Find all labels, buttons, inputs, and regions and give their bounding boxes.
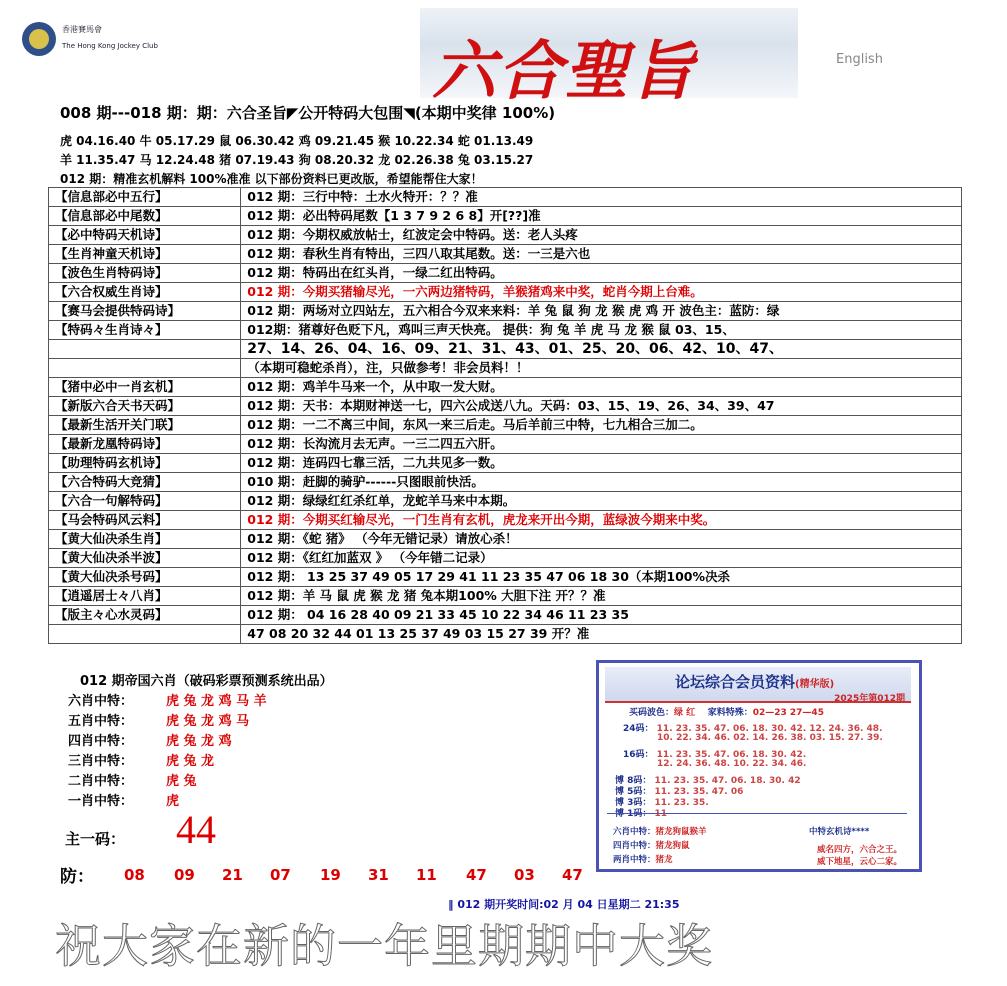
table-row: [49, 587, 962, 606]
row-key: 【信息部必中五行】: [49, 188, 241, 207]
card-foot-poem-title: 中特玄机诗****: [809, 827, 870, 837]
row-key: 【新版六合天书天码】: [49, 397, 241, 416]
row-value: 012 期：《蛇 猪》 （今年无错记录）请放心杀！: [241, 530, 962, 549]
defense-number: 31: [368, 866, 389, 884]
row-value: 27、14、26、04、16、09、21、31、43、01、25、20、06、42、10、47、: [241, 340, 962, 359]
prediction-table: [48, 187, 962, 644]
table-row: [49, 188, 962, 207]
row-key: [49, 625, 241, 644]
row-key: 【生肖神童天机诗】: [49, 245, 241, 264]
card-row: 24码： 11. 23. 35. 47. 06. 18. 30. 42. 12. 24. 36. 48.: [623, 724, 883, 734]
defense-number: 03: [514, 866, 535, 884]
table-row: [49, 568, 962, 587]
logo-text-cn: 香港賽馬會: [62, 25, 102, 34]
row-value: （本期可稳蛇杀肖），注，只做参考！非会员料！！: [241, 359, 962, 378]
row-key: 【猪中必中一肖玄机】: [49, 378, 241, 397]
card-row: 博 8码： 11. 23. 35. 47. 06. 18. 30. 42: [615, 776, 801, 786]
row-key: 【黄大仙决杀生肖】: [49, 530, 241, 549]
table-row: [49, 549, 962, 568]
table-row: [49, 340, 962, 359]
row-key: 【助理特码玄机诗】: [49, 454, 241, 473]
draw-time: ‖ 012 期开奖时间:02 月 04 日星期二 21:35: [448, 898, 680, 911]
table-row: [49, 321, 962, 340]
table-row: [49, 397, 962, 416]
defense-number: 47: [562, 866, 583, 884]
row-key: 【六合特码大竞猜】: [49, 473, 241, 492]
table-row: [49, 207, 962, 226]
card-row: 博 3码： 11. 23. 35.: [615, 798, 709, 808]
defense-label: 防：: [60, 867, 94, 887]
row-value: 012 期：三行中特：土水火特开：？？准: [241, 188, 962, 207]
table-row: [49, 511, 962, 530]
row-value: 012 期： 04 16 28 40 09 21 33 45 10 22 34 46 11 23 35: [241, 606, 962, 625]
table-row: [49, 302, 962, 321]
row-value: 012 期：连码四七靠三活，二九共见多一数。: [241, 454, 962, 473]
row-key: 【最新生活开关门联】: [49, 416, 241, 435]
row-value: 012 期： 13 25 37 49 05 17 29 41 11 23 35 47 06 18 30（本期100%决杀: [241, 568, 962, 587]
row-key: [49, 340, 241, 359]
row-key: 【赛马会提供特码诗】: [49, 302, 241, 321]
card-foot-poem: 威名四方，六合之王。: [817, 845, 903, 855]
row-value: 012 期：天书：本期财神送一七，四六公成送八九。天码：03、15、19、26、34、39、47: [241, 397, 962, 416]
zodiac-line: 羊 11.35.47 马 12.24.48 猪 07.19.43 狗 08.20.32 龙 02.26.38 兔 03.15.27: [60, 153, 534, 167]
defense-number: 21: [222, 866, 243, 884]
row-key: 【逍遥居士々八肖】: [49, 587, 241, 606]
row-value: 012 期：一二不离三中间，东风一来三后走。马后羊前三中特，七九相合三加二。: [241, 416, 962, 435]
table-row: [49, 416, 962, 435]
table-row: [49, 245, 962, 264]
defense-number: 11: [416, 866, 437, 884]
zodiac-pick-row: 二肖中特： 虎 兔: [68, 774, 197, 789]
logo-text-en: The Hong Kong Jockey Club: [62, 42, 158, 50]
card-foot-line: 两肖中特：猪龙: [613, 855, 673, 865]
row-key: 【信息部必中尾数】: [49, 207, 241, 226]
table-row: [49, 359, 962, 378]
row-value: 012 期：必出特码尾数【1 3 7 9 2 6 8】开[??]准: [241, 207, 962, 226]
headline: 008 期---018 期：期：六合圣旨◤公开特码大包围◥(本期中奖律 100%): [60, 104, 556, 122]
card-row: 10. 22. 34. 46. 02. 14. 26. 38. 03. 15. 27. 39.: [657, 733, 883, 743]
table-row: [49, 473, 962, 492]
banner-title: 六合聖旨: [432, 34, 696, 109]
table-row: [49, 625, 962, 644]
main-number: 44: [176, 807, 216, 852]
zodiac-pick-row: 三肖中特： 虎 兔 龙: [68, 754, 215, 769]
table-row: [49, 492, 962, 511]
row-key: 【波色生肖特码诗】: [49, 264, 241, 283]
row-value: 012 期：羊 马 鼠 虎 猴 龙 猪 兔本期100% 大胆下注 开？？准: [241, 587, 962, 606]
english-link[interactable]: English: [836, 52, 883, 67]
card-foot-line: 四肖中特：猪龙狗鼠: [613, 841, 690, 851]
jockey-club-logo: [22, 22, 56, 56]
card-foot-poem: 威下地星，云心二家。: [817, 857, 903, 867]
card-year: 2025年第012期: [834, 694, 905, 704]
defense-number: 47: [466, 866, 487, 884]
row-value: 012 期：长沟流月去无声。一三二四五六肝。: [241, 435, 962, 454]
zodiac-line: 虎 04.16.40 牛 05.17.29 鼠 06.30.42 鸡 09.21.45 猴 10.22.34 蛇 01.13.49: [60, 134, 534, 148]
table-row: [49, 226, 962, 245]
defense-number: 19: [320, 866, 341, 884]
defense-number: 07: [270, 866, 291, 884]
row-key: 【六合权威生肖诗】: [49, 283, 241, 302]
row-key: 【最新龙凰特码诗】: [49, 435, 241, 454]
row-value: 010 期：赶脚的骑驴------只图眼前快活。: [241, 473, 962, 492]
table-row: [49, 530, 962, 549]
defense-number: 08: [124, 866, 145, 884]
card-title: 论坛综合会员资料(精华版): [675, 673, 835, 691]
zodiac-pick-row: 五肖中特： 虎 兔 龙 鸡 马: [68, 714, 250, 729]
card-subline: 买码波色：绿 红 家料特殊：02—23 27—45: [629, 708, 824, 718]
table-row: [49, 606, 962, 625]
card-row: 博 5码： 11. 23. 35. 47. 06: [615, 787, 744, 797]
row-key: 【必中特码天机诗】: [49, 226, 241, 245]
card-foot-line: 六肖中特：猪龙狗鼠猴羊: [613, 827, 707, 837]
row-key: 【版主々心水灵码】: [49, 606, 241, 625]
row-key: 【特码々生肖诗々】: [49, 321, 241, 340]
member-info-card: [596, 660, 922, 872]
row-value: 012 期：鸡羊牛马来一个，从中取一发大财。: [241, 378, 962, 397]
row-key: [49, 359, 241, 378]
row-key: 【马会特码风云料】: [49, 511, 241, 530]
table-row: [49, 378, 962, 397]
table-row: [49, 283, 962, 302]
row-value: 012 期：特码出在红头肖，一绿二红出特码。: [241, 264, 962, 283]
row-value: 012 期：绿绿红红杀红单，龙蛇羊马来中本期。: [241, 492, 962, 511]
card-row: 博 1码： 11: [615, 809, 668, 819]
row-value: 012 期：今期买红输尽光，一门生肖有玄机，虎龙来开出今期，蓝绿波今期来中奖。: [241, 511, 962, 530]
zodiac-pick-row: 一肖中特： 虎: [68, 794, 180, 809]
row-key: 【六合一句解特码】: [49, 492, 241, 511]
footer-greeting: 祝大家在新的一年里期期中大奖: [55, 919, 713, 973]
defense-number: 09: [174, 866, 195, 884]
card-row: 12. 24. 36. 48. 10. 22. 34. 46.: [657, 759, 807, 769]
table-row: [49, 435, 962, 454]
row-value: 012 期：两场对立四站左，五六相合今双来来料：羊 兔 鼠 狗 龙 猴 虎 鸡 开 波色主：蓝防：绿: [241, 302, 962, 321]
row-value: 012 期：今期权威放帖士，红波定会中特码。送：老人头疼: [241, 226, 962, 245]
zodiac-pick-row: 六肖中特： 虎 兔 龙 鸡 马 羊: [68, 694, 267, 709]
row-value: 012 期：《红红加蓝双 》 （今年错二记录）: [241, 549, 962, 568]
row-value: 012期：猪尊好色贬下凡，鸡叫三声天快亮。 提供：狗 兔 羊 虎 马 龙 猴 鼠 03、15、: [241, 321, 962, 340]
notice-line: 012 期：精准玄机解料 100%准准 以下部份资料已更改版，希望能帮住大家！: [60, 172, 483, 186]
card-row: 16码： 11. 23. 35. 47. 06. 18. 30. 42.: [623, 750, 807, 760]
row-value: 47 08 20 32 44 01 13 25 37 49 03 15 27 39 开？准: [241, 625, 962, 644]
card-header: [605, 667, 911, 703]
row-value: 012 期：春秋生肖有特出，三四八取其尾数。送：一三是六也: [241, 245, 962, 264]
main-number-label: 主一码：: [65, 830, 126, 848]
table-row: [49, 454, 962, 473]
table-row: [49, 264, 962, 283]
zodiac-pick-row: 四肖中特： 虎 兔 龙 鸡: [68, 734, 232, 749]
row-key: 【黄大仙决杀号码】: [49, 568, 241, 587]
row-value: 012 期：今期买猪输尽光，一六两边猪特码，羊猴猪鸡来中奖，蛇肖今期上台难。: [241, 283, 962, 302]
six-zodiac-title: 012 期帝国六肖（破码彩票预测系统出品）: [80, 674, 333, 689]
row-key: 【黄大仙决杀半波】: [49, 549, 241, 568]
